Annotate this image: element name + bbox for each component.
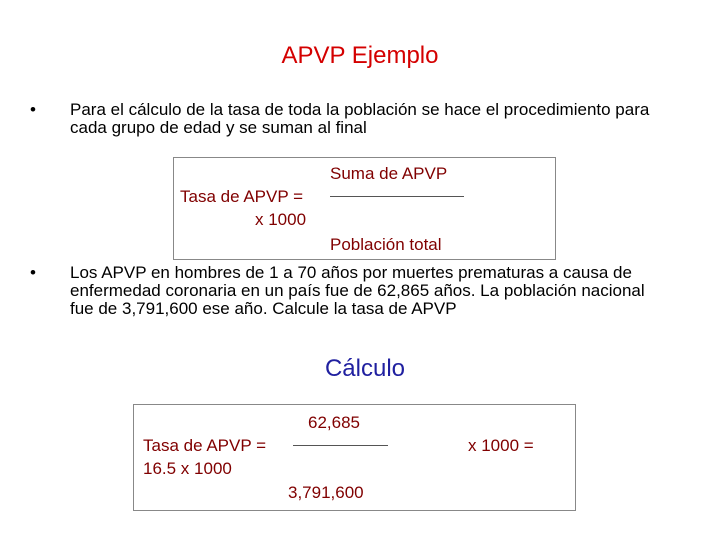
bullet-icon: • [30,263,36,282]
calc-box [133,404,576,511]
calc-denominator: 3,791,600 [288,483,364,502]
bullet-text-2: Los APVP en hombres de 1 a 70 años por muertes prematuras a causa de enfermedad coronaria en un país fue de 62,865 años. La población nacional fue de 3,791,600 ese año. Calcule la tasa de APVP [70,263,645,318]
formula-multiplier: x 1000 [255,210,307,229]
formula-fraction-bar [330,196,464,197]
page-title: APVP Ejemplo [281,42,439,69]
bullet-item-1 [30,101,670,137]
bullet-text-1: Para el cálculo de la tasa de toda la población se hace el procedimiento para cada grupo de edad y se suman al final [70,100,650,137]
calc-result: 16.5 x 1000 [143,459,232,478]
formula-box [173,157,556,260]
calc-numerator: 62,685 [308,413,360,432]
calc-fraction-bar [293,445,388,446]
bullet-item-2 [30,264,670,318]
formula-numerator: Suma de APVP [330,164,448,183]
formula-denominator: Población total [330,235,442,254]
calc-multiplier: x 1000 = [468,436,534,455]
bullet-icon: • [30,100,36,119]
formula-lhs: Tasa de APVP = [180,187,304,206]
calc-title: Cálculo [324,355,406,382]
calc-lhs: Tasa de APVP = [143,436,267,455]
